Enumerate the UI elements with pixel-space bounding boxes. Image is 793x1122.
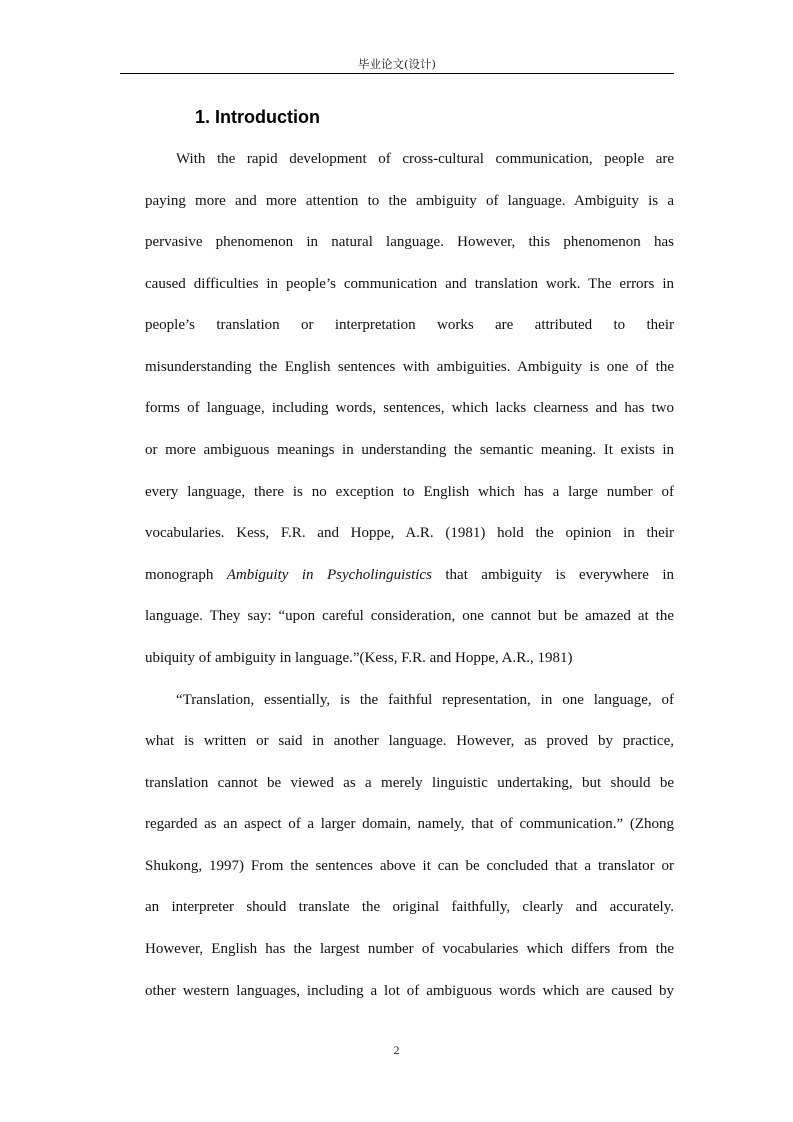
- paragraph-line: what is written or said in another language. However, as proved by practice,: [145, 733, 674, 749]
- paragraph-line: vocabularies. Kess, F.R. and Hoppe, A.R. (1981) hold the opinion in their: [145, 525, 674, 541]
- paragraph-line: However, English has the largest number of vocabularies which differs from the: [145, 941, 674, 957]
- text-run: monograph: [145, 567, 214, 583]
- paragraph-line: ubiquity of ambiguity in language.”(Kess, F.R. and Hoppe, A.R., 1981): [145, 650, 573, 666]
- paragraph-line-with-title: [145, 565, 674, 585]
- paragraph-line: an interpreter should translate the original faithfully, clearly and accurately.: [145, 899, 674, 915]
- paragraph-line: paying more and more attention to the ambiguity of language. Ambiguity is a: [145, 193, 674, 209]
- paragraph-line: Shukong, 1997) From the sentences above it can be concluded that a translator or: [145, 858, 674, 874]
- paragraph-line: misunderstanding the English sentences with ambiguities. Ambiguity is one of the: [145, 359, 674, 375]
- paragraph-line: or more ambiguous meanings in understanding the semantic meaning. It exists in: [145, 442, 674, 458]
- header-rule: [120, 73, 674, 74]
- paragraph-line: other western languages, including a lot of ambiguous words which are caused by: [145, 983, 674, 999]
- header-title: 毕业论文(设计): [358, 57, 436, 71]
- paragraph-line: caused difficulties in people’s communication and translation work. The errors in: [145, 276, 674, 292]
- page-number: 2: [393, 1043, 400, 1057]
- section-heading: 1. Introduction: [195, 107, 320, 127]
- paragraph-line: “Translation, essentially, is the faithful representation, in one language, of: [176, 692, 674, 708]
- paragraph-line: translation cannot be viewed as a merely linguistic undertaking, but should be: [145, 775, 674, 791]
- paragraph-line: people’s translation or interpretation works are attributed to their: [145, 317, 674, 333]
- book-title: Ambiguity in Psycholinguistics: [226, 567, 432, 583]
- paragraph-line: forms of language, including words, sentences, which lacks clearness and has two: [145, 400, 674, 416]
- paragraph-line: language. They say: “upon careful consideration, one cannot but be amazed at the: [145, 608, 674, 624]
- paragraph-line: With the rapid development of cross-cultural communication, people are: [176, 151, 674, 167]
- paragraph-line: regarded as an aspect of a larger domain, namely, that of communication.” (Zhong: [145, 816, 674, 832]
- paragraph-line: pervasive phenomenon in natural language. However, this phenomenon has: [145, 234, 674, 250]
- text-run: that ambiguity is everywhere in: [445, 567, 675, 583]
- paragraph-line: every language, there is no exception to English which has a large number of: [145, 484, 674, 500]
